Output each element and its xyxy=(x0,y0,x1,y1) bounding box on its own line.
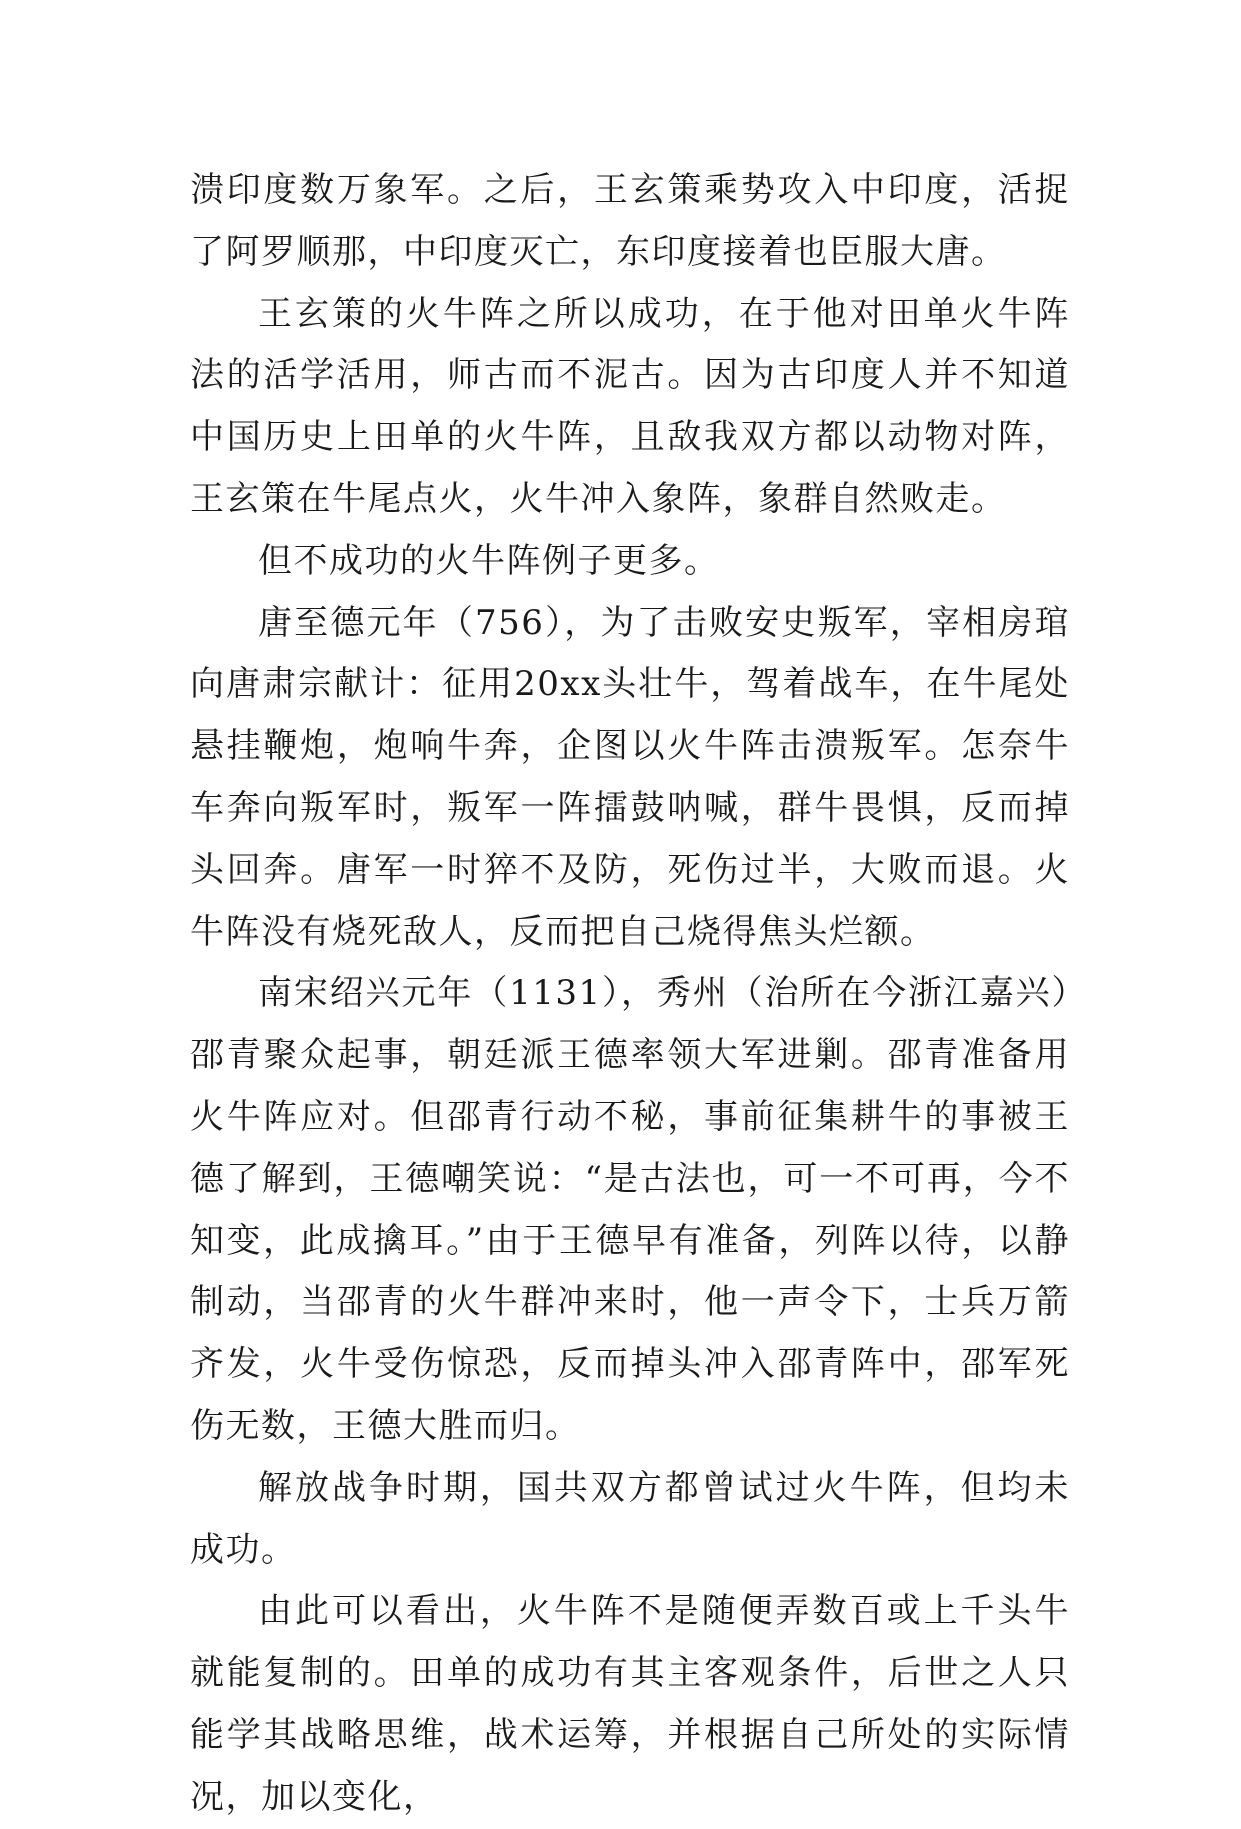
paragraph: 王玄策的火牛阵之所以成功，在于他对田单火牛阵法的活学活用，师古而不泥古。因为古印度人并不知道中国历史上田单的火牛阵，且敌我双方都以动物对阵，王玄策在牛尾点火，火牛冲入象阵，象群自然败走。 xyxy=(190,293,1070,519)
paragraph: 南宋绍兴元年（1131），秀州（治所在今浙江嘉兴）邵青聚众起事，朝廷派王德率领大军进剿。邵青准备用火牛阵应对。但邵青行动不秘，事前征集耕牛的事被王德了解到，王德嘲笑说：“是古法也，可一不可再，今不知变，此成擒耳。”由于王德早有准备，列阵以待，以静制动，当邵青的火牛群冲来时，他一声令下，士兵万箭齐发，火牛受伤惊恐，反而掉头冲入邵青阵中，邵军死伤无数，王德大胜而归。 xyxy=(190,973,1070,1446)
document-body xyxy=(190,160,1070,1829)
paragraph: 唐至德元年（756），为了击败安史叛军，宰相房琯向唐肃宗献计：征用20xx头壮牛，驾着战车，在牛尾处悬挂鞭炮，炮响牛奔，企图以火牛阵击溃叛军。怎奈牛车奔向叛军时，叛军一阵擂鼓呐喊，群牛畏惧，反而掉头回奔。唐军一时猝不及防，死伤过半，大败而退。火牛阵没有烧死敌人，反而把自己烧得焦头烂额。 xyxy=(190,602,1070,952)
paragraph: 溃印度数万象军。之后，王玄策乘势攻入中印度，活捉了阿罗顺那，中印度灭亡，东印度接着也臣服大唐。 xyxy=(190,170,1070,272)
paragraph: 解放战争时期，国共双方都曾试过火牛阵，但均未成功。 xyxy=(190,1467,1070,1570)
paragraph: 但不成功的火牛阵例子更多。 xyxy=(258,540,720,581)
paragraph: 由此可以看出，火牛阵不是随便弄数百或上千头牛就能复制的。田单的成功有其主客观条件，后世之人只能学其战略思维，战术运筹，并根据自己所处的实际情况，加以变化， xyxy=(190,1591,1070,1817)
